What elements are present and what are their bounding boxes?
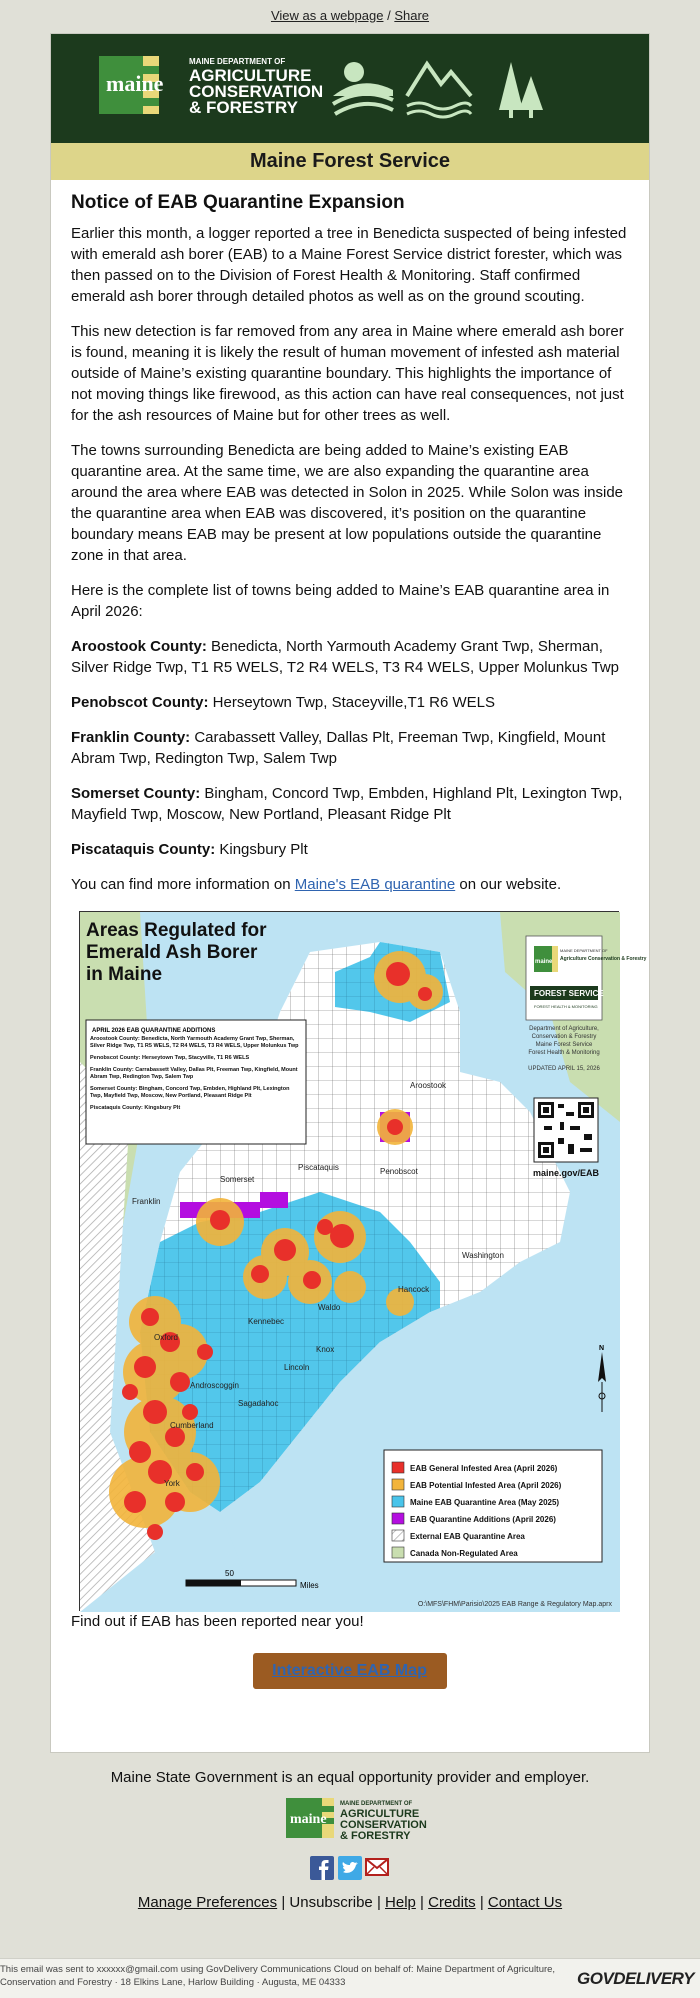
- svg-text:MAINE DEPARTMENT OF: MAINE DEPARTMENT OF: [560, 948, 608, 953]
- delivery-footer: [0, 1958, 700, 1998]
- twitter-icon[interactable]: [338, 1856, 362, 1880]
- county-penobscot: [71, 692, 628, 713]
- agency-header: [51, 34, 649, 143]
- county-towns: Bingham, Concord Twp, Embden, Highland Plt, Lexington Twp, Mayfield Twp, Moscow, New Portland, Pleasant Ridge Plt: [71, 785, 623, 823]
- svg-text:Maine Forest Service: Maine Forest Service: [535, 1042, 593, 1048]
- county-franklin: [71, 727, 628, 769]
- county-towns: Benedicta, North Yarmouth Academy Grant Twp, Sherman, Silver Ridge Twp, T1 R5 WELS, T2 R4 WELS, T3 R4 WELS, Upper Molunkus Twp: [71, 638, 619, 676]
- eab-quarantine-link[interactable]: Maine's EAB quarantine: [294, 876, 456, 893]
- social-icons: [0, 1855, 700, 1886]
- svg-text:N: N: [599, 1345, 605, 1352]
- svg-text:Androscoggin: Androscoggin: [190, 1381, 239, 1390]
- svg-text:Somerset: Somerset: [220, 1175, 255, 1184]
- paragraph-1: Earlier this month, a logger reported a tree in Benedicta suspected of being infested with emerald ash borer (EAB) to a Maine Forest Service district forester, which was then passed on to the Division of Forest Health & Monitoring. Staff confirmed emerald ash borer through detailed photos as well as on the ground scouting.: [71, 225, 627, 305]
- mountain-water-icon: [407, 64, 471, 117]
- legend-label: Canada Non-Regulated Area: [410, 1549, 518, 1558]
- article-body: [51, 180, 649, 1689]
- county-name: Penobscot County:: [71, 694, 209, 711]
- map-file-path: O:\MFS\FHM\Parisio\2025 EAB Range & Regulatory Map.aprx: [417, 1601, 612, 1608]
- email-icon[interactable]: [366, 1859, 388, 1875]
- county-name: Somerset County:: [71, 785, 201, 802]
- farm-icon: [333, 62, 393, 114]
- interactive-eab-map-button[interactable]: Interactive EAB Map: [253, 1653, 447, 1689]
- article-title: Notice of EAB Quarantine Expansion: [71, 192, 405, 213]
- svg-text:maine: maine: [106, 71, 164, 96]
- facebook-icon[interactable]: [310, 1856, 334, 1880]
- paragraph-4: Here is the complete list of towns being added to Maine’s EAB quarantine area in April 2026:: [71, 582, 610, 620]
- unsubscribe-link[interactable]: Unsubscribe: [289, 1894, 373, 1911]
- svg-text:Aroostook: Aroostook: [410, 1081, 447, 1090]
- svg-text:AGRICULTURE: AGRICULTURE: [189, 66, 312, 85]
- svg-text:CONSERVATION: CONSERVATION: [340, 1819, 427, 1831]
- svg-text:Kennebec: Kennebec: [248, 1317, 285, 1326]
- trees-icon: [499, 62, 543, 118]
- additions-box: APRIL 2026 EAB QUARANTINE ADDITIONS Aroostook County: Benedicta, North Yarmouth Academy Grant Twp, Sherman, Silver Ridge Twp, T1 R5 WELS, T2 R4 WELS, T3 R4 WELS, Upper Molunkus Twp Penobscot County: Herseytown Twp, Stacyville, T1 R6 WELS Franklin County: Carrabassett Valley, Dallas Plt, Freeman Twp, Kingfield, Mount Abram Twp, Redington Twp, Salem Twp Somerset County: Bingham, Concord Twp, Embden, Highland Plt, Lexington Twp, Mayfield Twp, Moscow, New Portland, Pleasant Ridge Plt Piscataquis County: Kingsbury Plt: [86, 1020, 306, 1144]
- svg-text:50: 50: [225, 1569, 234, 1578]
- county-towns: Herseytown Twp, Staceyville,T1 R6 WELS: [208, 694, 495, 711]
- govdelivery-logo: GOVDELIVERY: [577, 1969, 694, 1988]
- svg-text:Oxford: Oxford: [154, 1333, 179, 1342]
- legend-swatch: [392, 1547, 404, 1558]
- legend-label: EAB General Infested Area (April 2026): [410, 1464, 558, 1473]
- footer-dacf-logo: [284, 1794, 427, 1842]
- top-links-bar: [0, 0, 700, 33]
- map-legend: [384, 1450, 602, 1562]
- service-banner: Maine Forest Service: [51, 143, 649, 180]
- svg-text:MAINE DEPARTMENT OF: MAINE DEPARTMENT OF: [189, 57, 286, 66]
- cta-text: Find out if EAB has been reported near you!: [71, 1613, 364, 1630]
- svg-text:Penobscot: Penobscot: [380, 1167, 418, 1176]
- svg-text:Miles: Miles: [300, 1581, 319, 1590]
- svg-text:FOREST SERVICE: FOREST SERVICE: [534, 989, 604, 998]
- svg-text:maine: maine: [535, 959, 553, 965]
- svg-text:Cumberland: Cumberland: [170, 1421, 214, 1430]
- qr-code[interactable]: [534, 1098, 598, 1162]
- legend-swatch: [392, 1462, 404, 1473]
- svg-text:Sagadahoc: Sagadahoc: [238, 1399, 279, 1408]
- svg-text:Knox: Knox: [316, 1345, 335, 1354]
- delivery-notice: This email was sent to xxxxxx@gmail.com using GovDelivery Communications Cloud on behalf of: Maine Department of Agriculture, Conservation and Forestry · 18 Elkins Lane, Harlow Building · Augusta, ME 04333: [0, 1964, 556, 1988]
- topbar-separator: /: [387, 8, 391, 23]
- county-aroostook: [71, 636, 628, 678]
- svg-text:York: York: [164, 1479, 180, 1488]
- legend-label: EAB Quarantine Additions (April 2026): [410, 1515, 556, 1524]
- county-towns: Kingsbury Plt: [215, 841, 308, 858]
- footer-links: Manage Preferences | Unsubscribe | Help | Credits | Contact Us: [137, 1894, 563, 1911]
- email-card: [50, 33, 650, 1753]
- svg-text:Agriculture Conservation & For: Agriculture Conservation & Forestry: [560, 956, 647, 962]
- svg-text:AGRICULTURE: AGRICULTURE: [340, 1808, 420, 1820]
- legend-label: External EAB Quarantine Area: [410, 1532, 525, 1541]
- legend-swatch: [392, 1496, 404, 1507]
- svg-text:CONSERVATION: CONSERVATION: [189, 82, 324, 101]
- credits-link[interactable]: Credits: [428, 1894, 476, 1911]
- view-as-webpage-link[interactable]: View as a webpage: [270, 8, 384, 23]
- eab-map[interactable]: [79, 911, 647, 1611]
- county-name: Piscataquis County:: [71, 841, 216, 858]
- legend-swatch: [392, 1479, 404, 1490]
- map-agency-logo: [526, 936, 647, 1020]
- dacf-header-logo: [51, 34, 651, 143]
- svg-text:Franklin: Franklin: [132, 1197, 161, 1206]
- svg-text:& FORESTRY: & FORESTRY: [340, 1830, 411, 1842]
- svg-text:APRIL 2026 EAB QUARANTINE ADDI: APRIL 2026 EAB QUARANTINE ADDITIONS: [92, 1028, 216, 1034]
- svg-text:MAINE DEPARTMENT OF: MAINE DEPARTMENT OF: [340, 1801, 413, 1807]
- map-title-line1: Areas Regulated for: [86, 920, 267, 941]
- map-title-line2: Emerald Ash Borer: [86, 942, 258, 963]
- svg-text:Lincoln: Lincoln: [284, 1363, 310, 1372]
- legend-swatch: [392, 1530, 404, 1541]
- svg-text:Waldo: Waldo: [318, 1303, 341, 1312]
- contact-us-link[interactable]: Contact Us: [487, 1894, 563, 1911]
- svg-text:Conservation & Forestry: Conservation & Forestry: [531, 1034, 597, 1040]
- manage-preferences-link[interactable]: Manage Preferences: [137, 1894, 278, 1911]
- legend-swatch: [392, 1513, 404, 1524]
- more-info-line: You can find more information on Maine's EAB quarantine on our website.: [71, 876, 562, 893]
- county-somerset: [71, 783, 628, 825]
- svg-text:Washington: Washington: [462, 1251, 504, 1260]
- legend-label: EAB Potential Infested Area (April 2026): [410, 1481, 562, 1490]
- paragraph-2: This new detection is far removed from any area in Maine where emerald ash borer is found, meaning it is likely the result of human movement of infested ash material outside of Maine’s existing quarantine boundary. This highlights the importance of not moving things like firewood, as this action can have real consequences, not just for the ash resources of Maine but for other trees as well.: [71, 323, 624, 424]
- paragraph-3: The towns surrounding Benedicta are being added to Maine’s existing EAB quarantine area. At the same time, we are also expanding the quarantine area around the area where EAB was detected in Solon in 2025. While Solon was inside the quarantine area when EAB was discovered, it’s position on the quarantine boundary means EAB may be present at low populations outside the quarantine zone in that area.: [71, 442, 624, 564]
- svg-text:Piscataquis: Piscataquis: [298, 1163, 339, 1172]
- county-name: Franklin County:: [71, 729, 191, 746]
- county-towns: Carabassett Valley, Dallas Plt, Freeman Twp, Kingfield, Mount Abram Twp, Redington Twp, Salem Twp: [71, 729, 606, 767]
- svg-text:Forest Health & Monitoring: Forest Health & Monitoring: [528, 1050, 600, 1056]
- svg-text:FOREST HEALTH & MONITORING: FOREST HEALTH & MONITORING: [534, 1004, 598, 1009]
- county-piscataquis: [71, 839, 628, 860]
- footer: [0, 1753, 700, 1911]
- svg-text:Department of Agriculture,: Department of Agriculture,: [529, 1026, 599, 1032]
- equal-opportunity-statement: Maine State Government is an equal opportunity provider and employer.: [110, 1769, 590, 1786]
- qr-url-label: maine.gov/EAB: [532, 1168, 600, 1178]
- help-link[interactable]: Help: [385, 1894, 416, 1911]
- svg-text:maine: maine: [290, 1812, 327, 1827]
- legend-label: Maine EAB Quarantine Area (May 2025): [410, 1498, 560, 1507]
- share-link[interactable]: Share: [394, 8, 430, 23]
- county-name: Aroostook County:: [71, 638, 207, 655]
- svg-text:Hancock: Hancock: [398, 1285, 430, 1294]
- svg-text:& FORESTRY: & FORESTRY: [189, 98, 298, 117]
- map-title-line3: in Maine: [86, 964, 163, 985]
- svg-text:UPDATED APRIL 15, 2026: UPDATED APRIL 15, 2026: [528, 1066, 600, 1072]
